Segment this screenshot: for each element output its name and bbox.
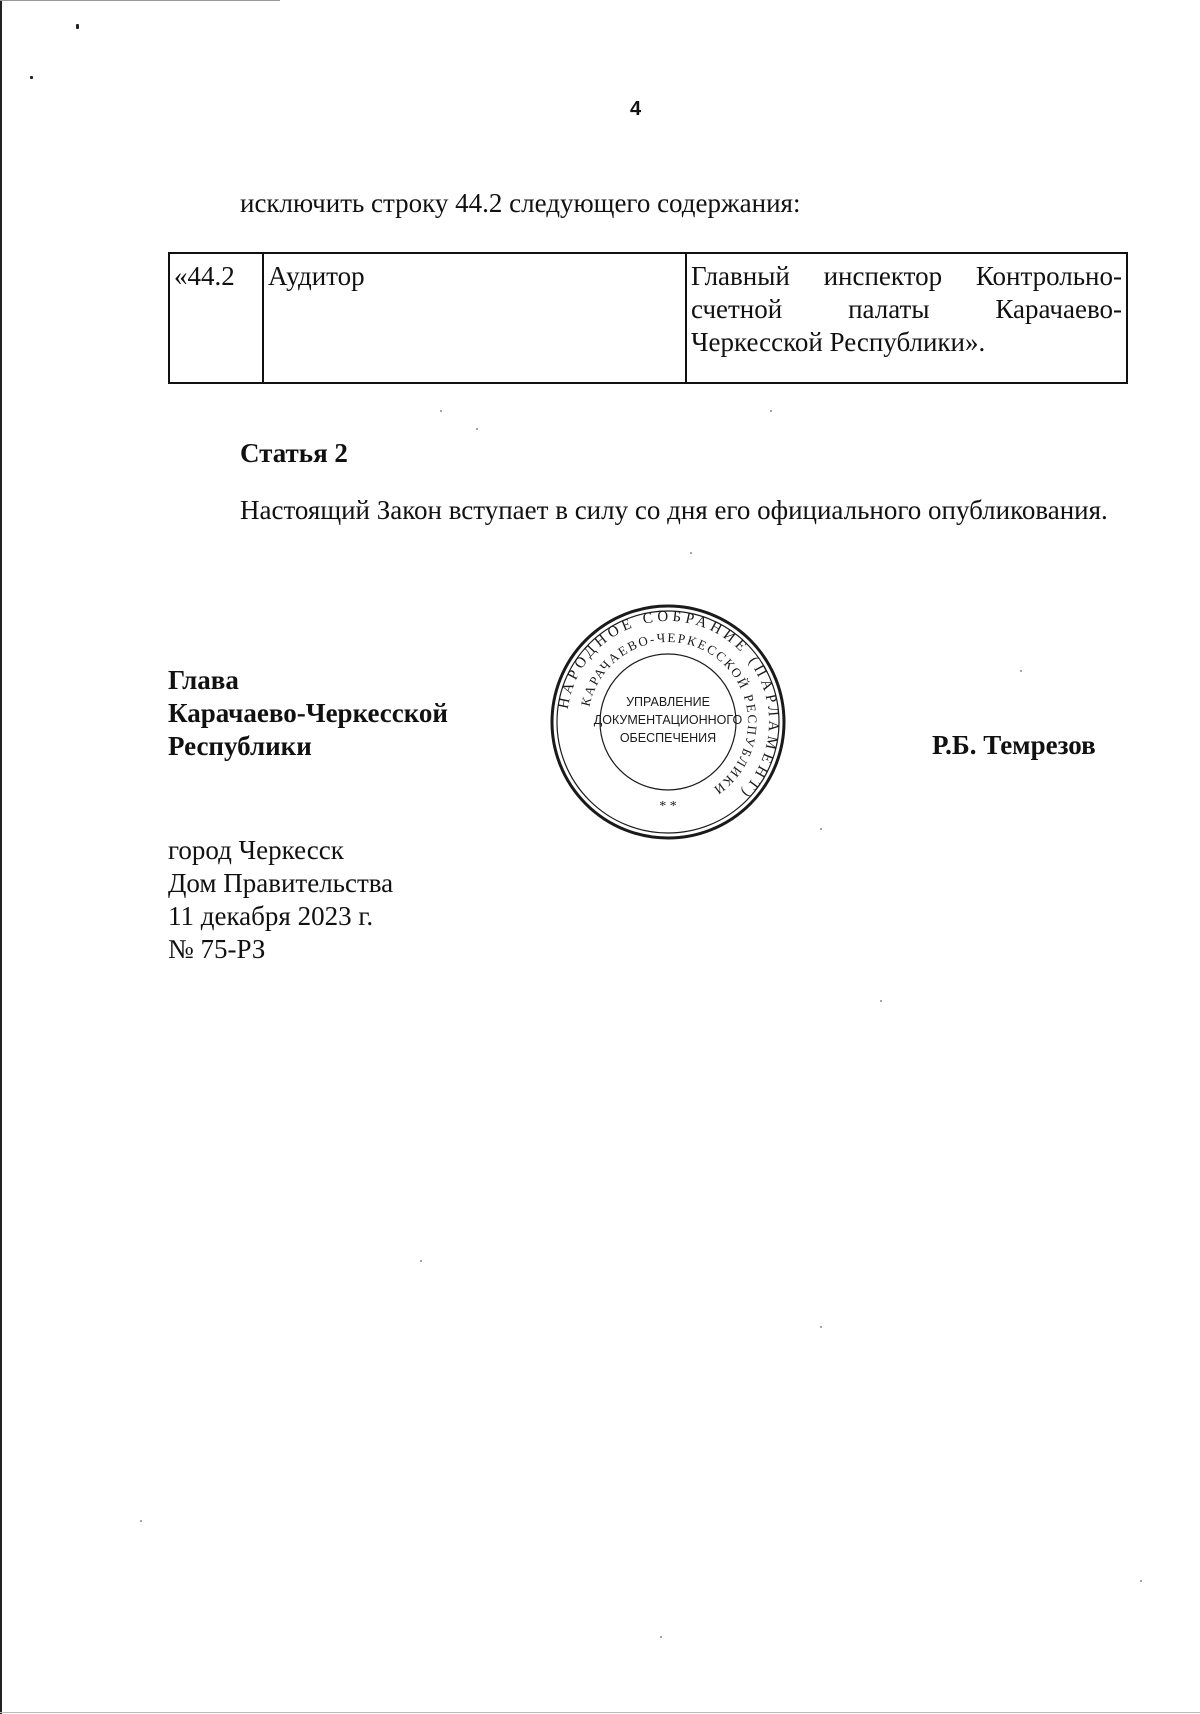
signer-title-line: Республики (168, 731, 312, 761)
scan-edge-bottom (0, 1712, 1200, 1713)
official-seal (548, 602, 788, 842)
seal-outer-text: НАРОДНОЕ СОБРАНИЕ (ПАРЛАМЕНТ) (555, 608, 782, 803)
article-text: Настоящий Закон вступает в силу со дня его официального опубликования. (240, 495, 1108, 525)
signer-title-line: Карачаево-Черкесской (168, 698, 448, 728)
scan-speck (820, 828, 822, 830)
seal-center-line: ОБЕСПЕЧЕНИЯ (619, 731, 717, 745)
scan-speck (30, 76, 33, 79)
signer-title (168, 664, 448, 763)
scan-speck (1020, 670, 1022, 672)
place-and-date (168, 834, 393, 966)
table-row (169, 253, 1127, 383)
scan-speck (440, 410, 442, 412)
scan-speck (820, 1326, 822, 1328)
scan-speck (690, 552, 692, 554)
scan-speck (76, 24, 79, 29)
signer-title-line: Глава (168, 665, 239, 695)
seal-inner-text: КАРАЧАЕВО-ЧЕРКЕССКОЙ РЕСПУБЛИКИ (577, 629, 761, 799)
signer-name: Р.Б. Темрезов (932, 730, 1096, 760)
page-number: 4 (630, 98, 642, 120)
position-cell: Аудитор (263, 253, 686, 383)
row-number-cell: «44.2 (169, 253, 263, 383)
place-line: Дом Правительства (168, 868, 394, 898)
scan-speck (140, 1520, 142, 1522)
scan-speck (420, 1260, 422, 1262)
scan-speck (660, 1636, 662, 1638)
place-line: № 75-РЗ (168, 934, 266, 964)
scan-speck (770, 410, 772, 412)
scan-edge-left (0, 0, 2, 1714)
place-line: 11 декабря 2023 г. (168, 901, 374, 931)
seal-center-line: ДОКУМЕНТАЦИОННОГО (593, 713, 743, 727)
scan-edge-top (0, 0, 280, 1)
seal-stars: * * (659, 799, 677, 814)
description-cell: Главный инспектор Контрольно-счетной палаты Карачаево-Черкесской Республики». (686, 253, 1127, 383)
seal-center-line: УПРАВЛЕНИЕ (626, 695, 710, 709)
intro-text: исключить строку 44.2 следующего содержания: (240, 188, 801, 218)
article-title: Статья 2 (240, 438, 348, 468)
scan-speck (880, 1000, 882, 1002)
place-line: город Черкесск (168, 835, 344, 865)
scan-speck (1140, 1580, 1142, 1582)
amendment-table (168, 252, 1128, 384)
scan-speck (476, 428, 478, 430)
